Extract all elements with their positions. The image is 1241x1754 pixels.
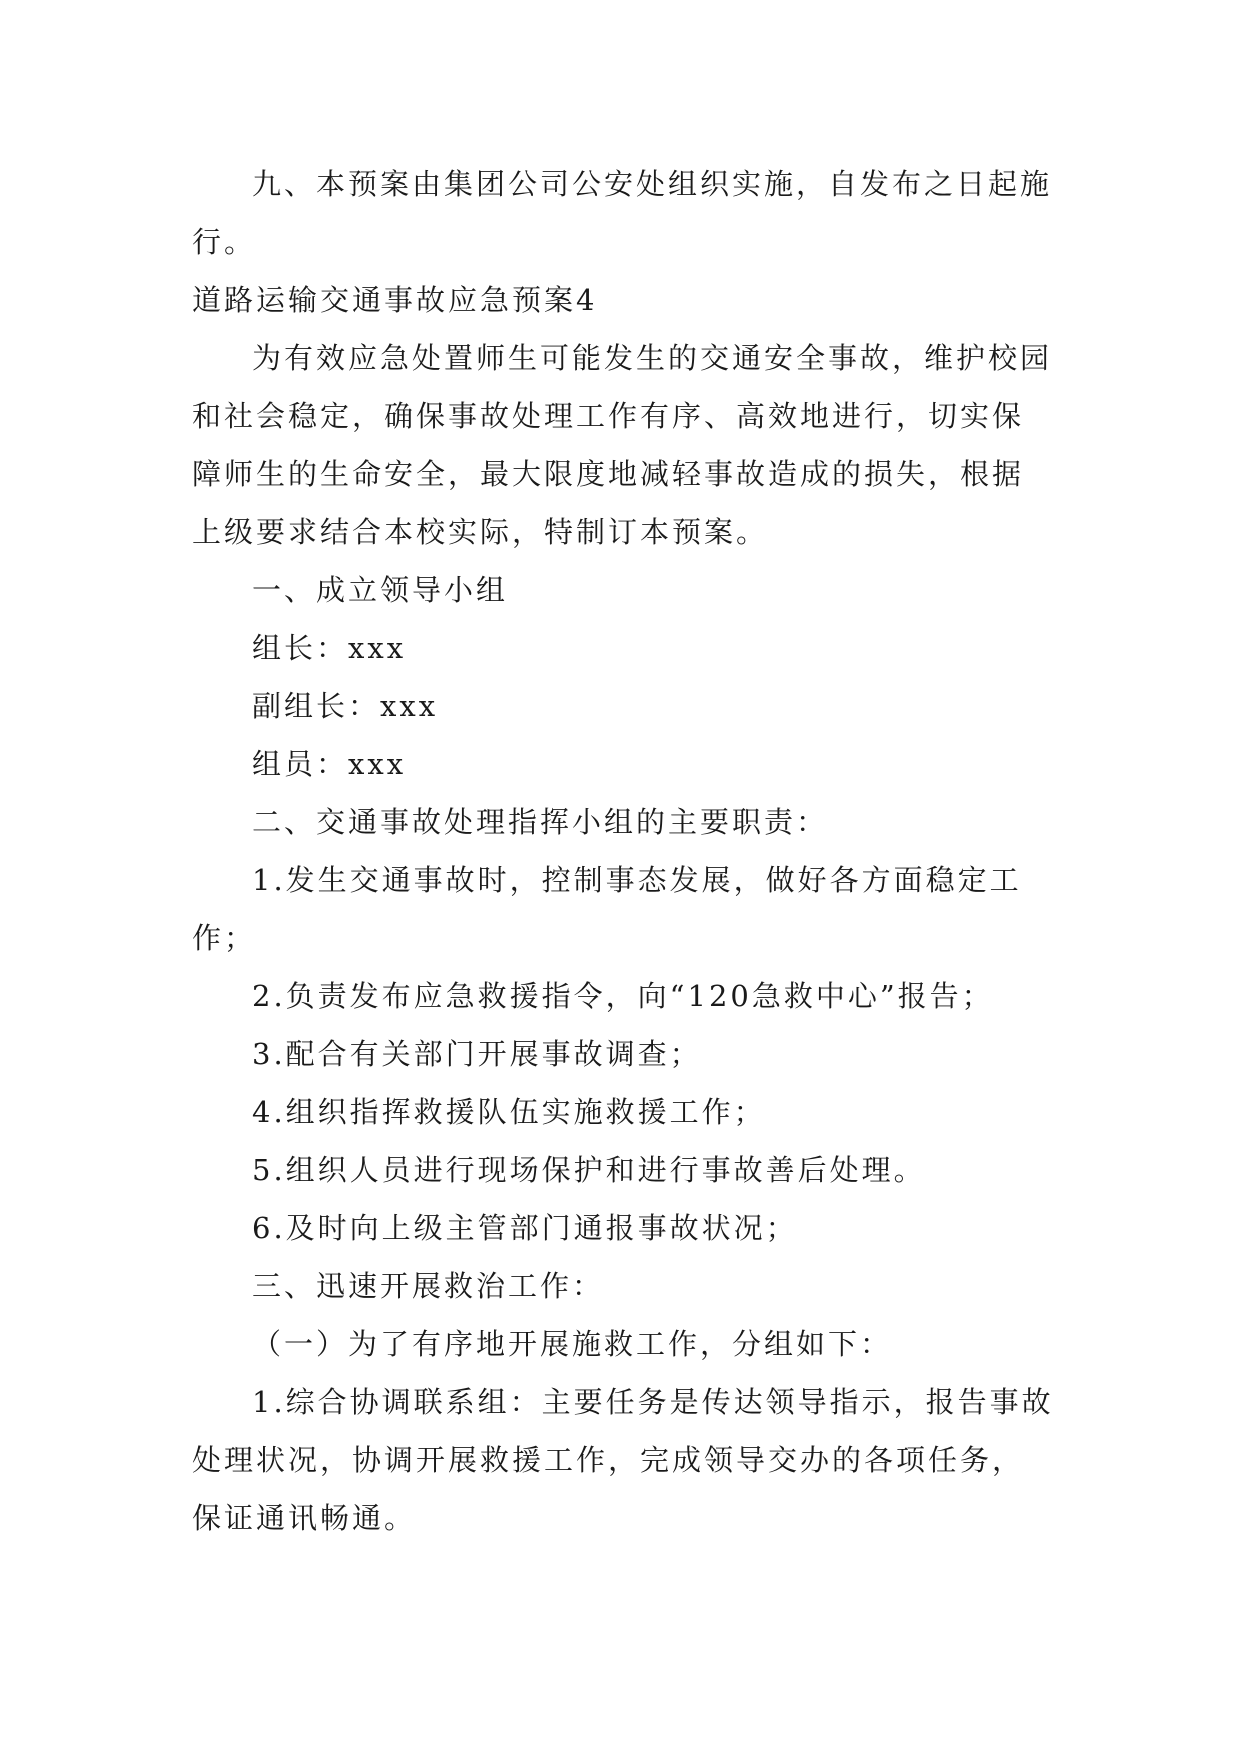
paragraph-duty-4: 4.组织指挥救援队伍实施救援工作； (252, 1095, 766, 1129)
paragraph-purpose: 为有效应急处置师生可能发生的交通安全事故，维护校园和社会稳定，确保事故处理工作有序、高效地进行，切实保障师生的生命安全，最大限度地减轻事故造成的损失，根据上级要求结合本校实际，特制订本预案。 (192, 341, 1053, 549)
paragraph-grouping: （一）为了有序地开展施救工作，分组如下： (252, 1327, 893, 1361)
paragraph-members: 组员：xxx (252, 747, 407, 781)
paragraph-duties-heading: 二、交通事故处理指挥小组的主要职责： (252, 805, 829, 839)
paragraph-duty-6: 6.及时向上级主管部门通报事故状况； (252, 1211, 798, 1245)
section-heading: 道路运输交通事故应急预案4 (192, 283, 598, 317)
paragraph-group-leader: 组长：xxx (252, 631, 407, 665)
paragraph-duty-5: 5.组织人员进行现场保护和进行事故善后处理。 (252, 1153, 926, 1187)
paragraph-deputy-leader: 副组长：xxx (252, 689, 439, 723)
paragraph-duty-2: 2.负责发布应急救援指令，向“120急救中心”报告； (252, 979, 994, 1013)
paragraph-leadership-group: 一、成立领导小组 (252, 573, 509, 607)
paragraph-article-nine: 九、本预案由集团公司公安处组织实施，自发布之日起施行。 (192, 167, 1053, 259)
paragraph-duty-3: 3.配合有关部门开展事故调查； (252, 1037, 702, 1071)
paragraph-coordination-group: 1.综合协调联系组：主要任务是传达领导指示，报告事故处理状况，协调开展救援工作，完成领导交办的各项任务，保证通讯畅通。 (192, 1385, 1054, 1535)
paragraph-duty-1: 1.发生交通事故时，控制事态发展，做好各方面稳定工作； (192, 863, 1022, 955)
paragraph-rescue-heading: 三、迅速开展救治工作： (252, 1269, 605, 1303)
document-body (192, 155, 1054, 1547)
